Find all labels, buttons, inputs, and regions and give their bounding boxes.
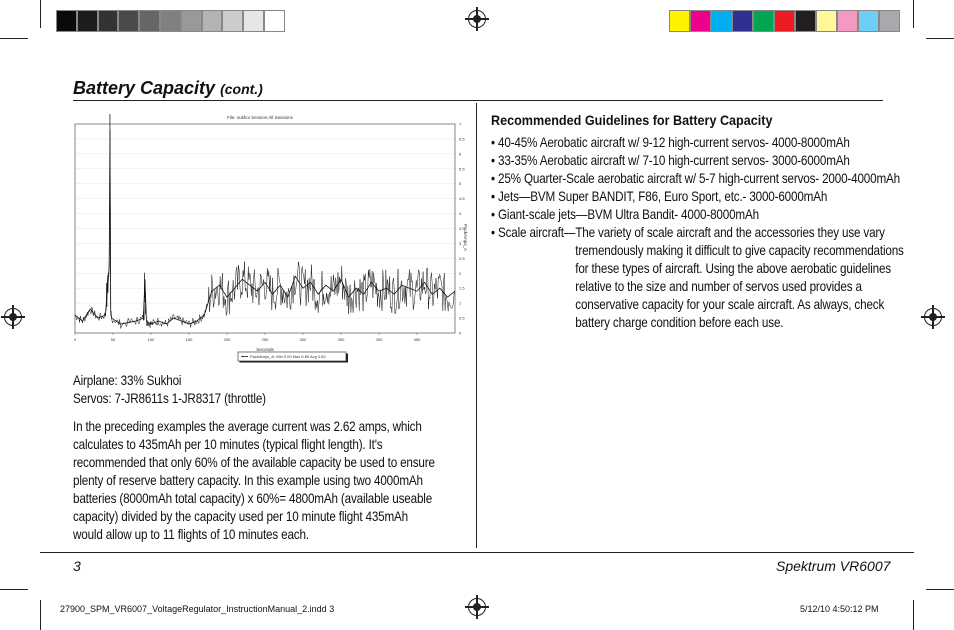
- gray-swatch: [118, 10, 139, 32]
- gray-swatch: [77, 10, 98, 32]
- list-item: • 25% Quarter-Scale aerobatic aircraft w/ 5-7 high-current servos- 2000-4000mAh: [491, 171, 900, 186]
- registration-mark-icon: [924, 308, 942, 326]
- y-tick-label: 1: [459, 300, 462, 306]
- legend-entry: PackAmps_A: Min 0.00 Max 6.80 Avg 0.82: [250, 354, 326, 359]
- list-item: • 40-45% Aerobatic aircraft w/ 9-12 high-current servos- 4000-8000mAh: [491, 135, 850, 150]
- color-swatch: [669, 10, 690, 32]
- color-swatch: [795, 10, 816, 32]
- color-swatch: [711, 10, 732, 32]
- crop-mark: [913, 600, 914, 630]
- color-swatch: [816, 10, 837, 32]
- gray-swatch: [243, 10, 264, 32]
- registration-mark-icon: [468, 10, 486, 28]
- y-tick-label: 2: [459, 270, 462, 276]
- y-tick-label: 0.5: [459, 315, 465, 321]
- y-tick-label: 0: [459, 330, 462, 336]
- crop-mark: [40, 600, 41, 630]
- paragraph-line: recommended that only 60% of the available capacity be used to ensure: [73, 455, 435, 470]
- page-number: 3: [73, 558, 81, 574]
- gray-swatch: [98, 10, 119, 32]
- footer-rule: [40, 552, 914, 553]
- y-tick-label: 7: [459, 121, 462, 127]
- color-swatch: [837, 10, 858, 32]
- gray-swatch: [264, 10, 285, 32]
- x-tick-label: 150: [185, 337, 193, 342]
- title-main: Battery Capacity: [73, 78, 216, 98]
- list-item: • Jets—BVM Super BANDIT, F86, Euro Sport, etc.- 3000-6000mAh: [491, 189, 828, 204]
- list-item-continuation: relative to the size and number of servos used provides a: [575, 279, 862, 294]
- crop-mark: [913, 0, 914, 28]
- registration-mark-icon: [468, 598, 486, 616]
- list-item-continuation: conservative capacity for your scale aircraft. As always, check: [575, 297, 885, 312]
- list-item: • Giant-scale jets—BVM Ultra Bandit- 4000-8000mAh: [491, 207, 759, 222]
- gray-swatch: [222, 10, 243, 32]
- crop-mark: [0, 38, 28, 39]
- crop-mark: [0, 589, 28, 590]
- x-tick-label: 300: [299, 337, 307, 342]
- list-item-continuation: tremendously making it difficult to give capacity recommendations: [575, 243, 904, 258]
- color-swatch: [858, 10, 879, 32]
- paragraph-line: would allow up to 11 flights of 10 minutes each.: [73, 527, 309, 542]
- y-tick-label: 5: [459, 181, 462, 187]
- y-tick-label: 4.5: [459, 196, 465, 202]
- print-slug-date: 5/12/10 4:50:12 PM: [800, 604, 879, 614]
- aircraft-info: [73, 372, 266, 408]
- title-sub: (cont.): [220, 81, 263, 97]
- color-swatch: [690, 10, 711, 32]
- servos-line: Servos: 7-JR8611s 1-JR8317 (throttle): [73, 391, 266, 406]
- color-swatch: [774, 10, 795, 32]
- y-tick-label: 3: [459, 240, 462, 246]
- y-tick-label: 6: [459, 151, 462, 157]
- crop-mark: [40, 0, 41, 28]
- print-slug-file: 27900_SPM_VR6007_VoltageRegulator_InstructionManual_2.indd 3: [60, 604, 335, 614]
- x-tick-label: 0: [73, 337, 77, 342]
- list-item: • Scale aircraft—The variety of scale aircraft and the accessories they use vary: [491, 225, 885, 240]
- y-tick-label: 5.5: [459, 166, 465, 172]
- paragraph-line: batteries (8000mAh total capacity) x 60%= 4800mAh (available useable: [73, 491, 433, 506]
- x-axis-label: Seconds: [256, 347, 274, 352]
- y-axis-label: PackAmps_A: [463, 224, 468, 252]
- y-tick-label: 3.5: [459, 226, 465, 231]
- header-rule: [73, 100, 883, 101]
- guidelines-list: [491, 134, 904, 332]
- list-item-continuation: for these types of aircraft. Using the above aerobatic guidelines: [575, 261, 891, 276]
- gray-swatch: [56, 10, 77, 32]
- y-tick-label: 1.5: [459, 285, 465, 291]
- x-tick-label: 350: [337, 337, 345, 342]
- paragraph-line: capacity) divided by the capacity used per 10 minute flight 435mAh: [73, 509, 409, 524]
- color-swatch: [753, 10, 774, 32]
- product-name: Spektrum VR6007: [776, 558, 891, 574]
- registration-mark-icon: [4, 308, 22, 326]
- paragraph-line: plenty of reserve battery capacity. In this example using two 4000mAh: [73, 473, 423, 488]
- y-tick-label: 4: [459, 211, 462, 217]
- guidelines-heading: Recommended Guidelines for Battery Capacity: [491, 112, 773, 128]
- chart-title: File: sukhoi Session:All Sessions: [227, 115, 293, 120]
- x-tick-label: 400: [375, 337, 383, 342]
- paragraph-line: In the preceding examples the average current was 2.62 amps, which: [73, 419, 422, 434]
- column-divider: [476, 103, 477, 548]
- airplane-line: Airplane: 33% Sukhoi: [73, 373, 182, 388]
- gray-swatch: [202, 10, 223, 32]
- current-chart: [70, 114, 470, 396]
- y-tick-label: 2.5: [459, 255, 465, 261]
- color-swatch: [732, 10, 753, 32]
- crop-mark: [926, 38, 954, 39]
- gray-swatch: [181, 10, 202, 32]
- chart-legend: [238, 352, 348, 363]
- crop-mark: [926, 589, 954, 590]
- x-tick-label: 200: [223, 337, 231, 342]
- y-tick-label: 6.5: [459, 136, 465, 142]
- x-tick-label: 50: [110, 337, 116, 342]
- x-tick-label: 100: [147, 337, 155, 342]
- x-tick-label: 250: [261, 337, 269, 342]
- gray-swatch: [160, 10, 181, 32]
- gray-swatch: [139, 10, 160, 32]
- page-title: [73, 78, 263, 99]
- list-item: • 33-35% Aerobatic aircraft w/ 7-10 high-current servos- 3000-6000mAh: [491, 153, 850, 168]
- x-tick-label: 450: [413, 337, 421, 342]
- list-item-continuation: battery charge condition before each use.: [575, 315, 784, 330]
- capacity-paragraph: [73, 418, 435, 544]
- color-swatch: [879, 10, 900, 32]
- paragraph-line: calculates to 435mAh per 10 minutes (typical flight length). It's: [73, 437, 383, 452]
